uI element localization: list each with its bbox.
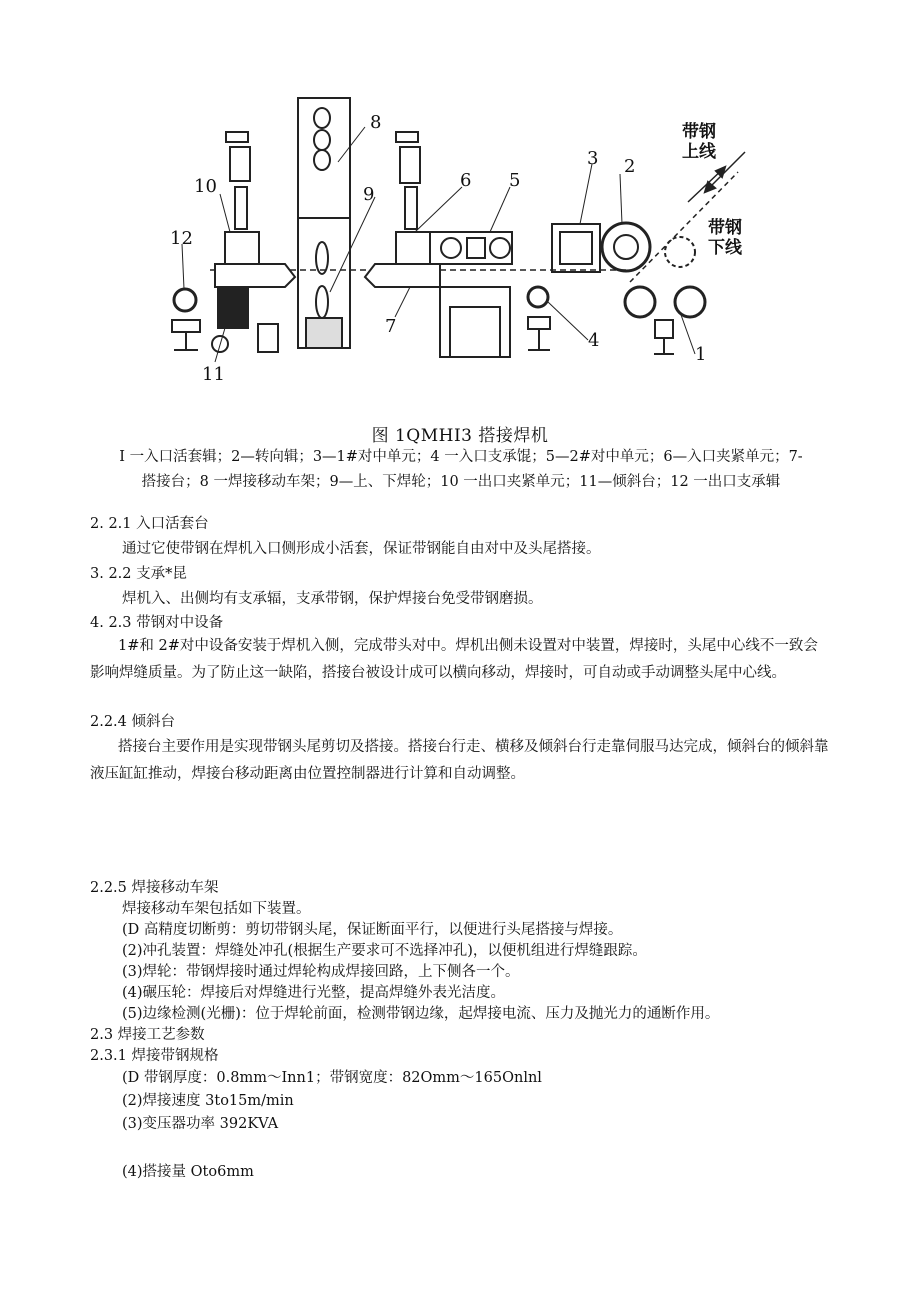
heading-2-3-1: 2.3.1 焊接带钢规格 [90, 1048, 219, 1064]
heading-2-1: 2. 2.1 入口活套台 [90, 516, 209, 532]
heading-2-2: 3. 2.2 支承*昆 [90, 566, 187, 582]
label-4: 4 [588, 330, 600, 351]
heading-2-3: 4. 2.3 带钢对中设备 [90, 615, 224, 631]
label-3: 3 [587, 148, 599, 169]
figure-title: 图 1QMHI3 搭接焊机 [371, 426, 549, 446]
label-1: 1 [695, 344, 707, 365]
label-12: 12 [170, 228, 193, 249]
label-7: 7 [385, 316, 397, 337]
list-item-3: (3)焊轮：带钢焊接时通过焊轮构成焊接回路，上下侧各一个。 [122, 964, 520, 980]
paragraph-2-3: 1#和 2#对中设备安装于焊机入侧，完成带头对中。焊机出侧未设置对中装置，焊接时，头尾中心线不一致会影响焊缝质量。为了防止这一缺陷，搭接台被设计成可以横向移动，焊接时，可自动或手动调整头尾中心线。 [90, 638, 818, 681]
paragraph-2-2-5: 焊接移动车架包括如下装置。 [122, 901, 311, 917]
label-11: 11 [202, 364, 225, 385]
heading-2-2-4: 2.2.4 倾斜台 [90, 714, 176, 730]
spec-item-2: (2)焊接速度 3to15m/min [122, 1093, 294, 1109]
paragraph-2-2: 焊机入、出侧均有支承辐，支承带钢，保护焊接台免受带钢磨损。 [122, 591, 543, 607]
list-item-5: (5)边缘检测(光栅)：位于焊轮前面，检测带钢边缘，起焊接电流、压力及抛光力的通断作用。 [122, 1006, 720, 1022]
label-10: 10 [194, 176, 217, 197]
spec-item-4: (4)搭接量 Oto6mm [122, 1164, 254, 1180]
heading-2-2-5: 2.2.5 焊接移动车架 [90, 880, 219, 896]
heading-2-3-params: 2.3 焊接工艺参数 [90, 1027, 205, 1043]
welder-diagram [160, 92, 760, 392]
paragraph-2-2-4: 搭接台主要作用是实现带钢头尾剪切及搭接。搭接台行走、横移及倾斜台行走靠伺服马达完成，倾斜台的倾斜靠液压缸缸推动，焊接台移动距离由位置控制器进行计算和自动调整。 [90, 739, 829, 782]
paragraph-2-1: 通过它使带钢在焊机入口侧形成小活套，保证带钢能自由对中及头尾搭接。 [122, 541, 601, 557]
label-5: 5 [509, 170, 521, 191]
list-item-2: (2)冲孔装置：焊缝处冲孔(根据生产要求可不选择冲孔)，以便机组进行焊缝跟踪。 [122, 943, 647, 959]
figure-legend [96, 445, 826, 495]
list-item-1: (D 高精度切断剪：剪切带钢头尾，保证断面平行，以便进行头尾搭接与焊接。 [122, 922, 623, 938]
tag-strip-up: 带钢 上线 [682, 122, 716, 162]
label-6: 6 [460, 170, 472, 191]
list-item-4: (4)碾压轮：焊接后对焊缝进行光整，提高焊缝外表光洁度。 [122, 985, 506, 1001]
label-2: 2 [624, 156, 636, 177]
label-9: 9 [363, 184, 375, 205]
figure-legend-line1: I 一入口活套辑；2—转向辑；3—1#对中单元；4 一入口支承馄；5—2#对中单元；6—入口夹紧单元；7- [119, 449, 803, 465]
spec-item-1: (D 带钢厚度：0.8mm～Inn1；带钢宽度：82Omm～165Onlnl [122, 1070, 542, 1086]
tag-strip-down: 带钢 下线 [708, 218, 742, 258]
label-8: 8 [370, 112, 382, 133]
spec-item-3: (3)变压器功率 392KVA [122, 1116, 279, 1132]
figure-legend-line2: 搭接台；8 一焊接移动车架；9—上、下焊轮；10 一出口夹紧单元；11—倾斜台；12 一出口支承辑 [141, 474, 781, 490]
